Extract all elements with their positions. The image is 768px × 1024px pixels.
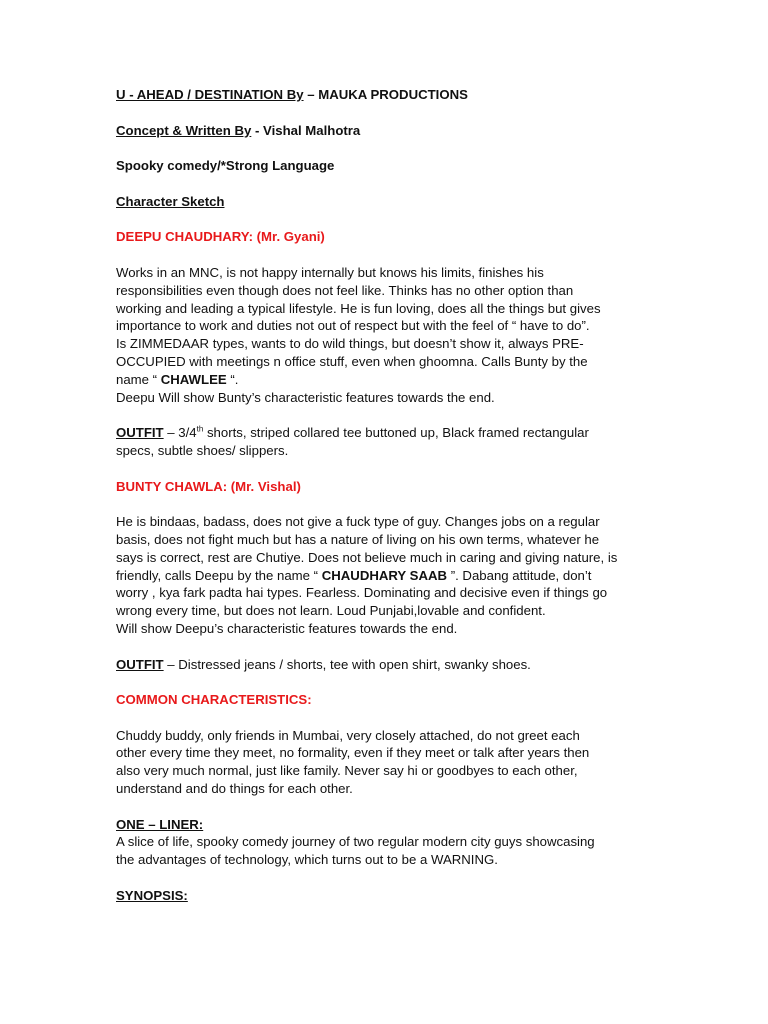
- deepu-line: Deepu Will show Bunty’s characteristic features towards the end.: [116, 389, 495, 405]
- deepu-line: Works in an MNC, is not happy internally but knows his limits, finishes his: [116, 264, 544, 280]
- bunty-description: [116, 513, 656, 638]
- deepu-outfit-label: OUTFIT: [116, 425, 164, 441]
- bunty-heading: BUNTY CHAWLA: (Mr. Vishal): [116, 478, 301, 494]
- bunty-outfit-label: OUTFIT: [116, 656, 164, 672]
- deepu-line: responsibilities even though does not feel like. Thinks has no other option than: [116, 282, 574, 298]
- common-line: Chuddy buddy, only friends in Mumbai, very closely attached, do not greet each: [116, 727, 580, 743]
- bunty-nick-post: ”. Dabang attitude, don’t: [447, 567, 592, 583]
- sketch-heading-text: Character Sketch: [116, 193, 225, 209]
- one-liner-line: the advantages of technology, which turns out to be a WARNING.: [116, 852, 498, 868]
- one-liner-heading: [116, 816, 656, 834]
- one-liner-section: [116, 816, 656, 869]
- deepu-outfit-line2: specs, subtle shoes/ slippers.: [116, 442, 289, 458]
- common-line: other every time they meet, no formality, even if they meet or talk after years then: [116, 745, 590, 761]
- common-line: understand and do things for each other.: [116, 781, 353, 797]
- deepu-nickname: CHAWLEE: [160, 371, 227, 387]
- bunty-line: basis, does not fight much but has a nature of living on his own terms, whatever he: [116, 531, 600, 547]
- common-description: [116, 727, 656, 798]
- bunty-nickname-line: [116, 567, 656, 585]
- bunty-line: He is bindaas, badass, does not give a fuck type of guy. Changes jobs on a regular: [116, 514, 600, 530]
- deepu-name-post: “.: [226, 371, 239, 387]
- synopsis-heading-text: SYNOPSIS:: [116, 887, 188, 903]
- deepu-heading: DEEPU CHAUDHARY: (Mr. Gyani): [116, 229, 325, 245]
- bunty-outfit-text: – Distressed jeans / shorts, tee with open shirt, swanky shoes.: [163, 656, 531, 672]
- deepu-line: importance to work and duties not out of respect but with the feel of “ have to do”.: [116, 318, 590, 334]
- concept-value: - Vishal Malhotra: [251, 122, 361, 138]
- deepu-outfit: [116, 424, 656, 460]
- title-part1: U - AHEAD / DESTINATION By: [116, 87, 304, 102]
- common-line: also very much normal, just like family. Never say hi or goodbyes to each other,: [116, 763, 578, 779]
- deepu-name-line: [116, 371, 656, 389]
- bunty-nick-pre: friendly, calls Deepu by the name “: [116, 567, 322, 583]
- deepu-outfit-rest: shorts, striped collared tee buttoned up, Black framed rectangular: [203, 425, 589, 441]
- one-liner-line: A slice of life, spooky comedy journey of two regular modern city guys showcasing: [116, 834, 595, 850]
- deepu-outfit-sup: th: [196, 424, 204, 434]
- title-part2: – MAUKA PRODUCTIONS: [303, 87, 468, 102]
- bunty-line: Will show Deepu’s characteristic features towards the end.: [116, 620, 458, 636]
- bunty-line: worry , kya fark padta hai types. Fearless. Dominating and decisive even if things go: [116, 585, 608, 601]
- deepu-line: OCCUPIED with meetings n office stuff, even when ghoomna. Calls Bunty by the: [116, 353, 588, 369]
- common-heading: COMMON CHARACTERISTICS:: [116, 692, 312, 708]
- sketch-heading: [116, 193, 656, 211]
- bunty-outfit: [116, 656, 656, 674]
- deepu-name-pre: name “: [116, 371, 161, 387]
- deepu-line: working and leading a typical lifestyle. He is fun loving, does all the things but gives: [116, 300, 601, 316]
- deepu-outfit-pre: – 3/4: [163, 425, 197, 441]
- document-body: [116, 86, 656, 905]
- concept-label: Concept & Written By: [116, 122, 252, 138]
- bunty-line: wrong every time, but does not learn. Loud Punjabi,lovable and confident.: [116, 603, 546, 619]
- concept-line: [116, 122, 656, 140]
- synopsis-heading: [116, 887, 656, 905]
- title-line: [116, 86, 656, 104]
- deepu-description: [116, 264, 656, 406]
- one-liner-heading-text: ONE – LINER:: [116, 816, 204, 832]
- deepu-outfit-line1: [116, 424, 656, 442]
- bunty-nickname: CHAUDHARY SAAB: [321, 567, 448, 583]
- bunty-line: says is correct, rest are Chutiye. Does not believe much in caring and giving nature, is: [116, 549, 618, 565]
- genre-line: Spooky comedy/*Strong Language: [116, 158, 335, 174]
- deepu-line: Is ZIMMEDAAR types, wants to do wild things, but doesn’t show it, always PRE-: [116, 336, 584, 352]
